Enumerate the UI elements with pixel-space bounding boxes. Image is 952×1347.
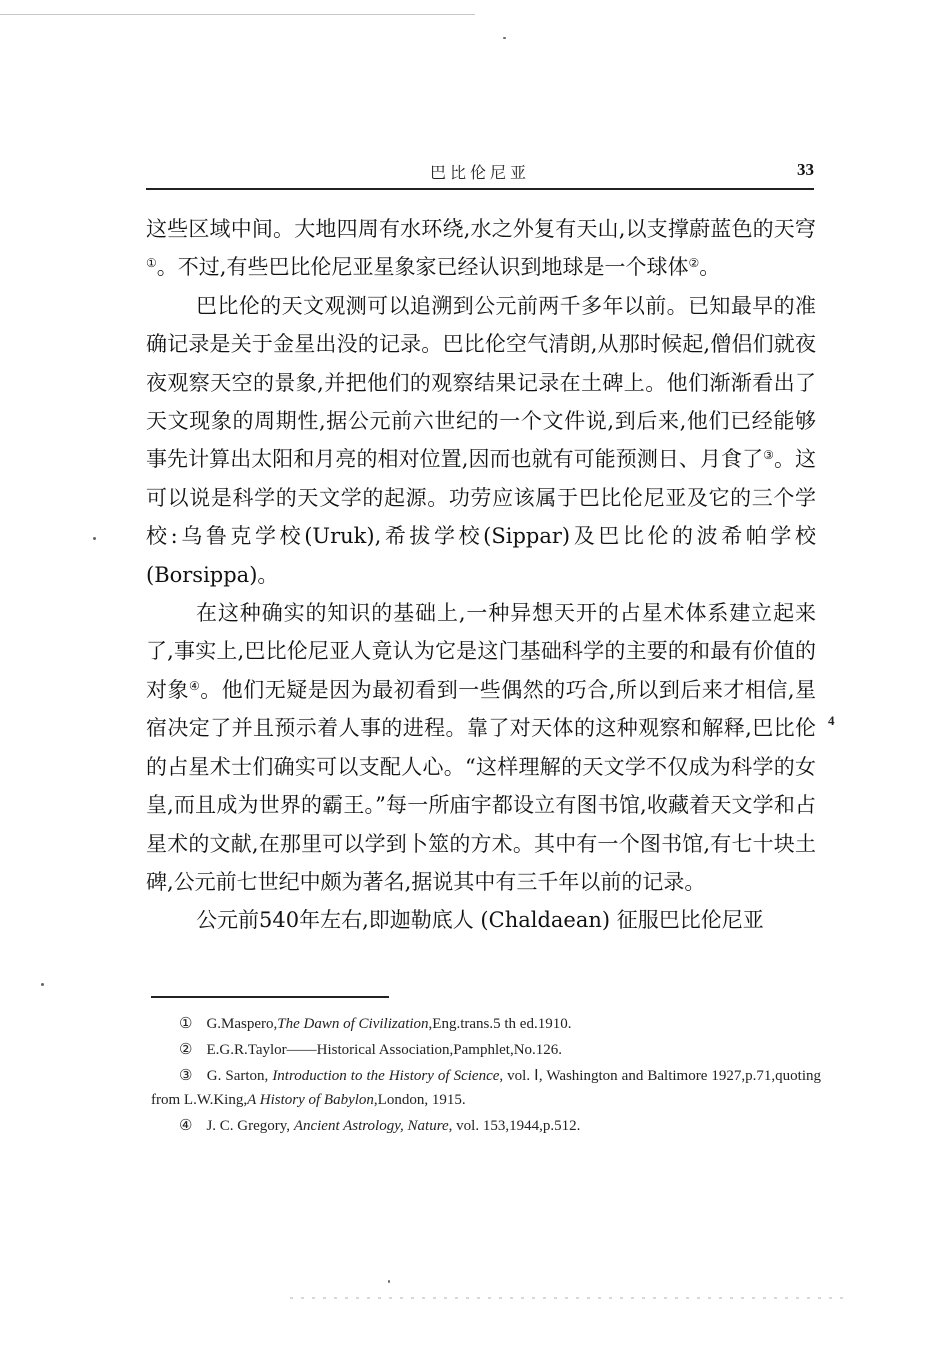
header-rule	[146, 188, 814, 190]
scan-noise	[290, 1297, 850, 1299]
paragraph-4: 公元前540年左右,即迦勒底人 (Chaldaean) 征服巴比伦尼亚	[196, 908, 764, 933]
footnote-title: Ancient Astrology, Nature	[293, 1118, 449, 1134]
text-run: 。他们无疑是因为最初看到一些偶然的巧合,所以到后来才相信,星宿决定了并且预示着人事的进程。靠了对天体的这种观察和解释,巴比伦的占星术士们确实可以支配人心。“这样理解的天文学不仅成为科学的女皇,而且成为世界的霸王。”每一所庙宇都设立有图书馆,收藏着天文学和占星术的文献,在那里可以学到卜筮的方术。其中有一个图书馆,有七十块土碑,公元前七世纪中颇为著名,据说其中有三千年以前的记录。	[146, 677, 817, 894]
text-run: 巴比伦的天文观测可以追溯到公元前两千多年以前。已知最早的准确记录是关于金星出没的记录。巴比伦空气清朗,从那时候起,僧侣们就夜夜观察天空的景象,并把他们的观察结果记录在土碑上。他们渐渐看出了天文现象的周期性,据公元前六世纪的一个文件说,到后来,他们已经能够事先计算出太阳和月亮的相对位置,因而也就有可能预测日、月食了	[146, 293, 816, 472]
footnote-title: Introduction to the History of Science	[272, 1068, 500, 1084]
footnote-text: G.Maspero,	[206, 1016, 278, 1032]
scan-speck	[93, 537, 96, 540]
footnote-ref: ③	[763, 448, 774, 463]
running-header	[146, 158, 814, 194]
text-run: 。	[699, 255, 721, 280]
footnote-ref: ①	[146, 256, 157, 271]
footnote-text: G. Sarton,	[206, 1068, 273, 1084]
footnote-text: ,London, 1915.	[373, 1092, 466, 1108]
footnote-ref: ④	[189, 678, 201, 693]
scan-speck	[388, 1280, 390, 1283]
footnotes	[151, 1012, 821, 1140]
footnote-2	[151, 1038, 821, 1062]
text-run: 。这可以说是科学的天文学的起源。功劳应该属于巴比伦尼亚及它的三个学校:乌鲁克学校(Uruk),希拔学校(Sippar)及巴比伦的波希帕学校(Borsippa)。	[146, 447, 816, 587]
paragraph-1	[146, 210, 816, 287]
page-number: 33	[797, 160, 814, 179]
text-run: 这些区域中间。大地四周有水环绕,水之外复有天山,以支撑蔚蓝色的天穹	[146, 217, 816, 241]
text-run: 在这种确实的知识的基础上,一种异想天开的占星术体系建立起来了,事实上,巴比伦尼亚人竟认为它是这门基础科学的主要的和最有价值的对象	[146, 601, 816, 702]
paragraph-2	[146, 287, 816, 594]
footnote-3	[151, 1064, 821, 1112]
footnote-text: ,Eng.trans.5 th ed.1910.	[428, 1016, 572, 1032]
footnote-title: The Dawn of Civilization	[277, 1016, 429, 1032]
footnote-text: J. C. Gregory,	[206, 1118, 294, 1134]
body-text	[146, 210, 816, 940]
scan-speck	[503, 37, 506, 39]
footnote-rule	[151, 996, 389, 998]
paragraph-3	[146, 594, 816, 901]
footnote-4	[151, 1114, 821, 1138]
footnote-text: , vol. 153,1944,p.512.	[448, 1118, 581, 1134]
margin-mark: 4	[828, 713, 835, 728]
text-run: 。不过,有些巴比伦尼亚星象家已经认识到地球是一个球体	[156, 255, 689, 280]
running-title: 巴比伦尼亚	[429, 163, 530, 182]
footnote-text: , vol. Ⅰ, Washington and Baltimore 1927,p.71,quoting from L.W.King,	[151, 1068, 821, 1108]
footnote-marker: ③	[179, 1068, 193, 1084]
footnote-marker: ②	[179, 1042, 193, 1058]
footnote-title: A History of Babylon	[247, 1092, 374, 1108]
footnote-marker: ④	[179, 1118, 193, 1134]
scan-edge-line	[0, 14, 475, 15]
footnote-marker: ①	[179, 1016, 193, 1032]
footnote-1	[151, 1012, 821, 1036]
footnote-text: E.G.R.Taylor——Historical Association,Pamphlet,No.126.	[206, 1042, 563, 1058]
footnote-ref: ②	[688, 256, 700, 271]
scan-speck	[41, 983, 44, 986]
